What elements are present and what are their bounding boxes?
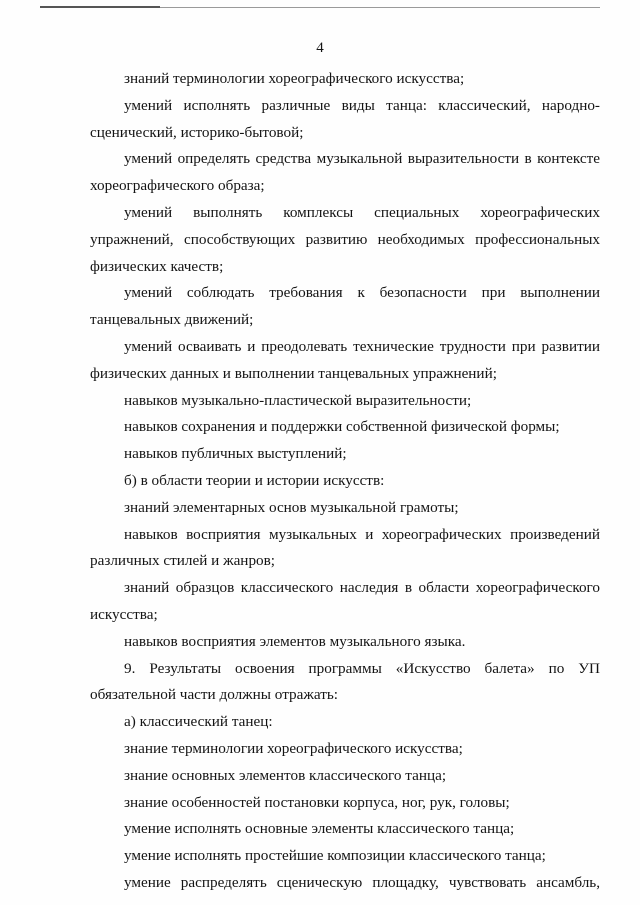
paragraph: умений исполнять различные виды танца: классический, народно-сценический, историко-бытовой; — [90, 96, 600, 141]
paragraph: умение исполнять простейшие композиции классического танца; — [124, 847, 546, 865]
paragraph: умений выполнять комплексы специальных хореографических упражнений, способствующих развитию необходимых профессиональных физических качеств; — [90, 203, 600, 275]
paragraph: знание особенностей постановки корпуса, ног, рук, головы; — [124, 793, 510, 811]
numbered-paragraph: 9. Результаты освоения программы «Искусство балета» по УП обязательной части должны отражать: — [90, 659, 600, 704]
paragraph: навыков музыкально-пластической выразительности; — [124, 391, 472, 409]
paragraph: навыков публичных выступлений; — [124, 445, 347, 463]
paragraph: умений соблюдать требования к безопасности при выполнении танцевальных движений; — [90, 284, 600, 329]
paragraph: знаний терминологии хореографического искусства; — [124, 70, 465, 87]
paragraph: знаний образцов классического наследия в области хореографического искусства; — [90, 579, 600, 623]
section-heading: б) в области теории и истории искусств: — [124, 471, 385, 489]
paragraph: умение исполнять основные элементы классического танца; — [124, 820, 515, 838]
paragraph: знаний элементарных основ музыкальной грамоты; — [124, 498, 459, 516]
page-number: 4 — [316, 40, 324, 56]
paragraph: знание терминологии хореографического искусства; — [124, 739, 463, 757]
paragraph: умений определять средства музыкальной выразительности в контексте хореографического образа; — [90, 150, 600, 195]
document-body — [90, 66, 600, 897]
paragraph: навыков восприятия музыкальных и хореографических произведений различных стилей и жанров; — [90, 525, 600, 570]
section-heading: а) классический танец: — [124, 713, 273, 731]
paragraph: навыков восприятия элементов музыкального языка. — [124, 632, 466, 650]
scan-edge-mark — [40, 6, 160, 8]
paragraph: знание основных элементов классического танца; — [124, 766, 447, 784]
paragraph: умение распределять сценическую площадку, чувствовать ансамбль, — [124, 873, 600, 891]
paragraph: умений осваивать и преодолевать технические трудности при развитии физических данных и выполнении танцевальных упражнений; — [90, 337, 600, 382]
paragraph: навыков сохранения и поддержки собственной физической формы; — [124, 418, 560, 436]
